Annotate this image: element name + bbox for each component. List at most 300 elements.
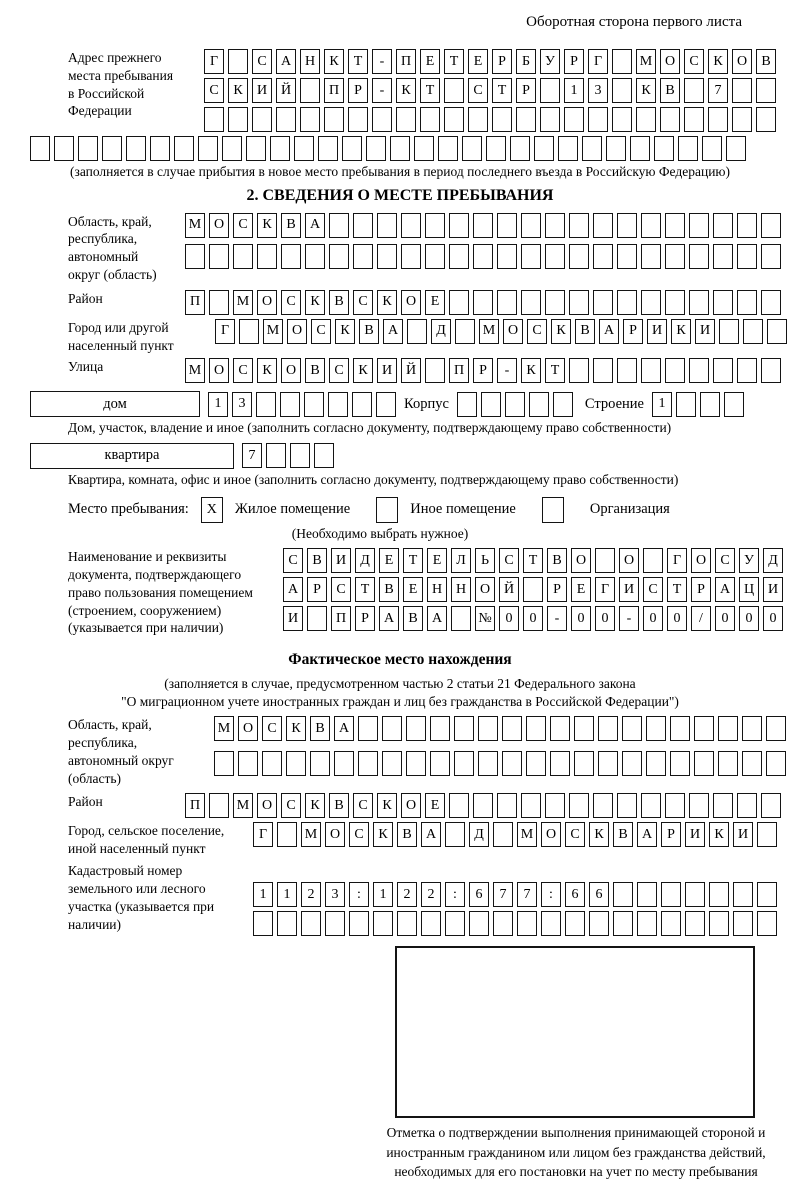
- form-cell[interactable]: В: [660, 78, 680, 103]
- form-cell[interactable]: [445, 911, 465, 936]
- form-cell[interactable]: [342, 136, 362, 161]
- form-cell[interactable]: [253, 911, 273, 936]
- form-cell[interactable]: /: [691, 606, 711, 631]
- form-cell[interactable]: А: [334, 716, 354, 741]
- form-cell[interactable]: [214, 751, 234, 776]
- form-cell[interactable]: [550, 716, 570, 741]
- form-cell[interactable]: К: [324, 49, 344, 74]
- form-cell[interactable]: [505, 392, 525, 417]
- form-cell[interactable]: [30, 136, 50, 161]
- form-cell[interactable]: Р: [492, 49, 512, 74]
- form-cell[interactable]: Ь: [475, 548, 495, 573]
- form-cell[interactable]: [766, 716, 786, 741]
- form-cell[interactable]: [209, 793, 229, 818]
- form-cell[interactable]: [553, 392, 573, 417]
- form-cell[interactable]: [676, 392, 696, 417]
- form-cell[interactable]: Т: [523, 548, 543, 573]
- form-cell[interactable]: [328, 392, 348, 417]
- form-cell[interactable]: [126, 136, 146, 161]
- form-cell[interactable]: Т: [355, 577, 375, 602]
- form-cell[interactable]: 0: [715, 606, 735, 631]
- form-cell[interactable]: [497, 244, 517, 269]
- form-cell[interactable]: С: [684, 49, 704, 74]
- form-cell[interactable]: [545, 793, 565, 818]
- form-cell[interactable]: О: [475, 577, 495, 602]
- form-cell[interactable]: К: [373, 822, 393, 847]
- form-cell[interactable]: [646, 716, 666, 741]
- form-cell[interactable]: [521, 213, 541, 238]
- form-cell[interactable]: С: [281, 290, 301, 315]
- form-cell[interactable]: В: [329, 793, 349, 818]
- form-cell[interactable]: А: [421, 822, 441, 847]
- form-cell[interactable]: [540, 78, 560, 103]
- form-cell[interactable]: [449, 213, 469, 238]
- form-cell[interactable]: [523, 577, 543, 602]
- form-cell[interactable]: [685, 911, 705, 936]
- form-cell[interactable]: Р: [348, 78, 368, 103]
- form-cell[interactable]: [396, 107, 416, 132]
- form-cell[interactable]: 2: [397, 882, 417, 907]
- form-cell[interactable]: [290, 443, 310, 468]
- form-cell[interactable]: К: [709, 822, 729, 847]
- form-cell[interactable]: Т: [444, 49, 464, 74]
- form-cell[interactable]: [329, 244, 349, 269]
- form-cell[interactable]: [204, 107, 224, 132]
- form-cell[interactable]: В: [403, 606, 423, 631]
- form-cell[interactable]: В: [329, 290, 349, 315]
- form-cell[interactable]: [564, 107, 584, 132]
- form-cell[interactable]: [589, 911, 609, 936]
- form-cell[interactable]: [349, 911, 369, 936]
- form-cell[interactable]: [324, 107, 344, 132]
- form-cell[interactable]: [598, 716, 618, 741]
- form-cell[interactable]: 2: [301, 882, 321, 907]
- form-cell[interactable]: [724, 392, 744, 417]
- form-cell[interactable]: [473, 793, 493, 818]
- form-cell[interactable]: [685, 882, 705, 907]
- form-cell[interactable]: Р: [473, 358, 493, 383]
- form-cell[interactable]: Р: [661, 822, 681, 847]
- form-cell[interactable]: Л: [451, 548, 471, 573]
- form-cell[interactable]: -: [547, 606, 567, 631]
- form-cell[interactable]: -: [619, 606, 639, 631]
- form-cell[interactable]: [661, 911, 681, 936]
- form-cell[interactable]: [733, 882, 753, 907]
- form-cell[interactable]: [709, 911, 729, 936]
- form-cell[interactable]: [478, 751, 498, 776]
- form-cell[interactable]: К: [335, 319, 355, 344]
- form-cell[interactable]: [646, 751, 666, 776]
- stay-type-checkbox-organization[interactable]: [542, 497, 564, 523]
- form-cell[interactable]: [348, 107, 368, 132]
- form-cell[interactable]: [266, 443, 286, 468]
- form-cell[interactable]: [761, 358, 781, 383]
- form-cell[interactable]: Й: [499, 577, 519, 602]
- form-cell[interactable]: [150, 136, 170, 161]
- form-cell[interactable]: [454, 716, 474, 741]
- form-cell[interactable]: [233, 244, 253, 269]
- form-cell[interactable]: И: [619, 577, 639, 602]
- form-cell[interactable]: 7: [517, 882, 537, 907]
- form-cell[interactable]: 1: [208, 392, 228, 417]
- form-cell[interactable]: В: [547, 548, 567, 573]
- form-cell[interactable]: Т: [667, 577, 687, 602]
- form-cell[interactable]: [617, 213, 637, 238]
- form-cell[interactable]: [617, 358, 637, 383]
- form-cell[interactable]: [497, 290, 517, 315]
- form-cell[interactable]: [414, 136, 434, 161]
- form-cell[interactable]: В: [310, 716, 330, 741]
- form-cell[interactable]: [689, 244, 709, 269]
- form-cell[interactable]: У: [739, 548, 759, 573]
- form-cell[interactable]: [300, 107, 320, 132]
- form-cell[interactable]: Й: [276, 78, 296, 103]
- form-cell[interactable]: [713, 793, 733, 818]
- form-cell[interactable]: [637, 911, 657, 936]
- form-cell[interactable]: А: [379, 606, 399, 631]
- form-cell[interactable]: [743, 319, 763, 344]
- form-cell[interactable]: О: [257, 793, 277, 818]
- form-cell[interactable]: [612, 78, 632, 103]
- form-cell[interactable]: С: [353, 290, 373, 315]
- form-cell[interactable]: [209, 244, 229, 269]
- form-cell[interactable]: И: [331, 548, 351, 573]
- form-cell[interactable]: [617, 793, 637, 818]
- form-cell[interactable]: [420, 107, 440, 132]
- form-cell[interactable]: [401, 213, 421, 238]
- form-cell[interactable]: [637, 882, 657, 907]
- form-cell[interactable]: В: [379, 577, 399, 602]
- form-cell[interactable]: С: [353, 793, 373, 818]
- form-cell[interactable]: [541, 911, 561, 936]
- form-cell[interactable]: [737, 290, 757, 315]
- form-cell[interactable]: [665, 213, 685, 238]
- form-cell[interactable]: К: [377, 793, 397, 818]
- form-cell[interactable]: Р: [564, 49, 584, 74]
- form-cell[interactable]: [286, 751, 306, 776]
- form-cell[interactable]: [689, 290, 709, 315]
- form-cell[interactable]: [732, 78, 752, 103]
- form-cell[interactable]: М: [517, 822, 537, 847]
- form-cell[interactable]: [444, 107, 464, 132]
- form-cell[interactable]: [641, 244, 661, 269]
- stay-type-checkbox-residential[interactable]: X: [201, 497, 223, 523]
- form-cell[interactable]: [569, 358, 589, 383]
- form-cell[interactable]: [742, 716, 762, 741]
- form-cell[interactable]: [401, 244, 421, 269]
- form-cell[interactable]: А: [427, 606, 447, 631]
- stay-type-checkbox-other[interactable]: [376, 497, 398, 523]
- form-cell[interactable]: П: [331, 606, 351, 631]
- form-cell[interactable]: О: [238, 716, 258, 741]
- form-cell[interactable]: Г: [215, 319, 235, 344]
- form-cell[interactable]: [670, 716, 690, 741]
- form-cell[interactable]: [709, 882, 729, 907]
- form-cell[interactable]: [257, 244, 277, 269]
- form-cell[interactable]: :: [445, 882, 465, 907]
- form-cell[interactable]: [304, 392, 324, 417]
- form-cell[interactable]: В: [575, 319, 595, 344]
- form-cell[interactable]: [665, 244, 685, 269]
- form-cell[interactable]: [732, 107, 752, 132]
- form-cell[interactable]: [742, 751, 762, 776]
- form-cell[interactable]: С: [262, 716, 282, 741]
- form-cell[interactable]: 1: [277, 882, 297, 907]
- form-cell[interactable]: [300, 78, 320, 103]
- form-cell[interactable]: [550, 751, 570, 776]
- form-cell[interactable]: Ц: [739, 577, 759, 602]
- form-cell[interactable]: 1: [373, 882, 393, 907]
- form-cell[interactable]: [449, 793, 469, 818]
- form-cell[interactable]: [529, 392, 549, 417]
- form-cell[interactable]: [569, 244, 589, 269]
- form-cell[interactable]: И: [763, 577, 783, 602]
- form-cell[interactable]: [617, 290, 637, 315]
- form-cell[interactable]: Д: [763, 548, 783, 573]
- form-cell[interactable]: И: [252, 78, 272, 103]
- form-cell[interactable]: [757, 822, 777, 847]
- form-cell[interactable]: [329, 213, 349, 238]
- form-cell[interactable]: [281, 244, 301, 269]
- form-cell[interactable]: [767, 319, 787, 344]
- form-cell[interactable]: 1: [253, 882, 273, 907]
- form-cell[interactable]: 0: [643, 606, 663, 631]
- form-cell[interactable]: [294, 136, 314, 161]
- form-cell[interactable]: [558, 136, 578, 161]
- form-cell[interactable]: С: [311, 319, 331, 344]
- form-cell[interactable]: -: [497, 358, 517, 383]
- form-cell[interactable]: -: [372, 78, 392, 103]
- form-cell[interactable]: В: [307, 548, 327, 573]
- form-cell[interactable]: У: [540, 49, 560, 74]
- form-cell[interactable]: [636, 107, 656, 132]
- form-cell[interactable]: [352, 392, 372, 417]
- form-cell[interactable]: Р: [547, 577, 567, 602]
- form-cell[interactable]: С: [329, 358, 349, 383]
- form-cell[interactable]: [702, 136, 722, 161]
- form-cell[interactable]: [462, 136, 482, 161]
- form-cell[interactable]: [277, 822, 297, 847]
- form-cell[interactable]: В: [756, 49, 776, 74]
- form-cell[interactable]: Е: [420, 49, 440, 74]
- form-cell[interactable]: М: [479, 319, 499, 344]
- form-cell[interactable]: Г: [253, 822, 273, 847]
- form-cell[interactable]: [54, 136, 74, 161]
- form-cell[interactable]: [372, 107, 392, 132]
- form-cell[interactable]: О: [619, 548, 639, 573]
- form-cell[interactable]: [641, 290, 661, 315]
- form-cell[interactable]: [454, 751, 474, 776]
- form-cell[interactable]: О: [287, 319, 307, 344]
- form-cell[interactable]: [353, 244, 373, 269]
- form-cell[interactable]: И: [695, 319, 715, 344]
- form-cell[interactable]: 6: [589, 882, 609, 907]
- form-cell[interactable]: К: [305, 290, 325, 315]
- form-cell[interactable]: П: [449, 358, 469, 383]
- form-cell[interactable]: С: [233, 358, 253, 383]
- form-cell[interactable]: [613, 882, 633, 907]
- form-cell[interactable]: [593, 290, 613, 315]
- form-cell[interactable]: №: [475, 606, 495, 631]
- form-cell[interactable]: [622, 751, 642, 776]
- form-cell[interactable]: [718, 716, 738, 741]
- form-cell[interactable]: [406, 716, 426, 741]
- form-cell[interactable]: 3: [588, 78, 608, 103]
- form-cell[interactable]: И: [377, 358, 397, 383]
- form-cell[interactable]: [689, 213, 709, 238]
- form-cell[interactable]: [719, 319, 739, 344]
- form-cell[interactable]: [209, 290, 229, 315]
- form-cell[interactable]: 0: [595, 606, 615, 631]
- form-cell[interactable]: [526, 751, 546, 776]
- form-cell[interactable]: [425, 213, 445, 238]
- form-cell[interactable]: О: [281, 358, 301, 383]
- form-cell[interactable]: [382, 751, 402, 776]
- form-cell[interactable]: С: [715, 548, 735, 573]
- form-cell[interactable]: [630, 136, 650, 161]
- form-cell[interactable]: [598, 751, 618, 776]
- form-cell[interactable]: -: [372, 49, 392, 74]
- form-cell[interactable]: В: [397, 822, 417, 847]
- form-cell[interactable]: О: [325, 822, 345, 847]
- form-cell[interactable]: [641, 358, 661, 383]
- form-cell[interactable]: С: [283, 548, 303, 573]
- form-cell[interactable]: Е: [379, 548, 399, 573]
- form-cell[interactable]: Е: [468, 49, 488, 74]
- form-cell[interactable]: [643, 548, 663, 573]
- form-cell[interactable]: [301, 911, 321, 936]
- form-cell[interactable]: 0: [667, 606, 687, 631]
- form-cell[interactable]: С: [468, 78, 488, 103]
- form-cell[interactable]: Е: [571, 577, 591, 602]
- form-cell[interactable]: П: [324, 78, 344, 103]
- form-cell[interactable]: Г: [204, 49, 224, 74]
- form-cell[interactable]: [757, 911, 777, 936]
- form-cell[interactable]: [708, 107, 728, 132]
- form-cell[interactable]: [256, 392, 276, 417]
- form-cell[interactable]: [737, 213, 757, 238]
- form-cell[interactable]: 7: [242, 443, 262, 468]
- form-cell[interactable]: [654, 136, 674, 161]
- form-cell[interactable]: В: [305, 358, 325, 383]
- form-cell[interactable]: [661, 882, 681, 907]
- form-cell[interactable]: 7: [493, 882, 513, 907]
- form-cell[interactable]: А: [715, 577, 735, 602]
- form-cell[interactable]: С: [252, 49, 272, 74]
- form-cell[interactable]: [612, 107, 632, 132]
- form-cell[interactable]: С: [527, 319, 547, 344]
- form-cell[interactable]: [733, 911, 753, 936]
- form-cell[interactable]: [421, 911, 441, 936]
- form-cell[interactable]: О: [732, 49, 752, 74]
- form-cell[interactable]: О: [691, 548, 711, 573]
- form-cell[interactable]: П: [396, 49, 416, 74]
- form-cell[interactable]: [407, 319, 427, 344]
- form-cell[interactable]: К: [257, 358, 277, 383]
- form-cell[interactable]: Р: [355, 606, 375, 631]
- form-cell[interactable]: М: [233, 793, 253, 818]
- form-cell[interactable]: [757, 882, 777, 907]
- form-cell[interactable]: [486, 136, 506, 161]
- form-cell[interactable]: [526, 716, 546, 741]
- form-cell[interactable]: О: [401, 793, 421, 818]
- form-cell[interactable]: [521, 793, 541, 818]
- form-cell[interactable]: Т: [348, 49, 368, 74]
- form-cell[interactable]: [449, 290, 469, 315]
- form-cell[interactable]: [438, 136, 458, 161]
- form-cell[interactable]: А: [383, 319, 403, 344]
- form-cell[interactable]: [353, 213, 373, 238]
- form-cell[interactable]: :: [349, 882, 369, 907]
- form-cell[interactable]: 3: [232, 392, 252, 417]
- form-cell[interactable]: [493, 822, 513, 847]
- form-cell[interactable]: Т: [420, 78, 440, 103]
- form-cell[interactable]: [238, 751, 258, 776]
- form-cell[interactable]: [593, 358, 613, 383]
- form-cell[interactable]: [726, 136, 746, 161]
- form-cell[interactable]: [468, 107, 488, 132]
- form-cell[interactable]: К: [708, 49, 728, 74]
- form-cell[interactable]: [665, 358, 685, 383]
- form-cell[interactable]: 2: [421, 882, 441, 907]
- form-cell[interactable]: С: [204, 78, 224, 103]
- form-cell[interactable]: [737, 793, 757, 818]
- form-cell[interactable]: [665, 290, 685, 315]
- form-cell[interactable]: [569, 793, 589, 818]
- form-cell[interactable]: [737, 244, 757, 269]
- form-cell[interactable]: С: [349, 822, 369, 847]
- form-cell[interactable]: [425, 244, 445, 269]
- form-cell[interactable]: [310, 751, 330, 776]
- form-cell[interactable]: Н: [300, 49, 320, 74]
- form-cell[interactable]: П: [185, 793, 205, 818]
- form-cell[interactable]: [262, 751, 282, 776]
- form-cell[interactable]: [390, 136, 410, 161]
- form-cell[interactable]: :: [541, 882, 561, 907]
- form-cell[interactable]: [457, 392, 477, 417]
- form-cell[interactable]: О: [660, 49, 680, 74]
- form-cell[interactable]: [222, 136, 242, 161]
- form-cell[interactable]: [540, 107, 560, 132]
- form-cell[interactable]: [252, 107, 272, 132]
- form-cell[interactable]: [517, 911, 537, 936]
- form-cell[interactable]: [377, 244, 397, 269]
- form-cell[interactable]: [713, 213, 733, 238]
- form-cell[interactable]: Г: [667, 548, 687, 573]
- form-cell[interactable]: 0: [739, 606, 759, 631]
- form-cell[interactable]: 1: [652, 392, 672, 417]
- form-cell[interactable]: [276, 107, 296, 132]
- form-cell[interactable]: Е: [427, 548, 447, 573]
- form-cell[interactable]: М: [185, 358, 205, 383]
- form-cell[interactable]: К: [305, 793, 325, 818]
- form-cell[interactable]: Р: [691, 577, 711, 602]
- form-cell[interactable]: [382, 716, 402, 741]
- form-cell[interactable]: [613, 911, 633, 936]
- form-cell[interactable]: [569, 290, 589, 315]
- form-cell[interactable]: [358, 751, 378, 776]
- form-cell[interactable]: [612, 49, 632, 74]
- form-cell[interactable]: Д: [469, 822, 489, 847]
- form-cell[interactable]: [318, 136, 338, 161]
- form-cell[interactable]: [689, 358, 709, 383]
- form-cell[interactable]: [277, 911, 297, 936]
- form-cell[interactable]: [665, 793, 685, 818]
- form-cell[interactable]: [694, 716, 714, 741]
- form-cell[interactable]: [473, 290, 493, 315]
- form-cell[interactable]: М: [263, 319, 283, 344]
- form-cell[interactable]: [569, 213, 589, 238]
